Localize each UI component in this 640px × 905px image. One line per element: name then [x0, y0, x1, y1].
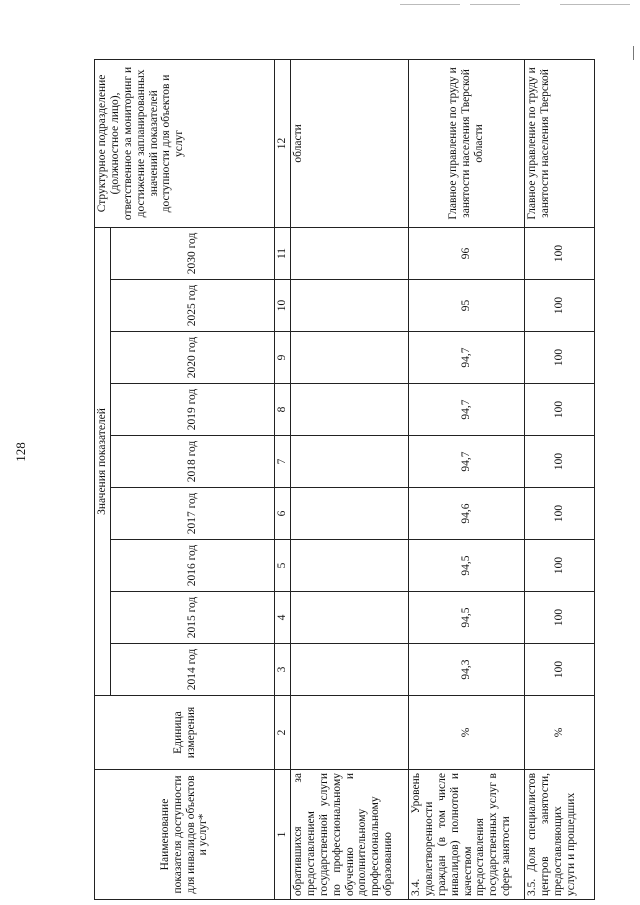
header-year: 2030 год — [111, 227, 275, 279]
column-number: 2 — [275, 696, 291, 770]
table-row — [525, 59, 595, 899]
header-year: 2015 год — [111, 592, 275, 644]
column-number: 6 — [275, 488, 291, 540]
row-value — [291, 332, 409, 384]
row-unit: % — [525, 696, 595, 770]
scan-artifact-mark — [633, 46, 634, 60]
row-responsible: области — [291, 59, 409, 227]
row-value — [291, 488, 409, 540]
column-number: 3 — [275, 644, 291, 696]
row-value — [291, 280, 409, 332]
column-number: 5 — [275, 540, 291, 592]
row-name: 3.4. Уровень удовлетворенности граждан (в том числе инвалидов) полнотой и качеством предоставления государственных услуг в сфере занятости — [409, 770, 525, 900]
row-value: 100 — [525, 488, 595, 540]
header-year: 2020 год — [111, 332, 275, 384]
table-row — [291, 59, 409, 899]
row-value — [291, 592, 409, 644]
row-value: 100 — [525, 332, 595, 384]
row-value: 100 — [525, 384, 595, 436]
row-value — [291, 644, 409, 696]
scan-artifact-line — [400, 4, 460, 5]
row-value: 95 — [409, 280, 525, 332]
header-year: 2017 год — [111, 488, 275, 540]
column-number: 1 — [275, 770, 291, 900]
row-value: 94,6 — [409, 488, 525, 540]
header-unit: Единица измерения — [95, 696, 275, 770]
column-number: 8 — [275, 384, 291, 436]
row-value: 100 — [525, 540, 595, 592]
row-value: 94,7 — [409, 436, 525, 488]
column-number: 12 — [275, 59, 291, 227]
rotated-table-wrapper — [94, 60, 596, 900]
row-name: обратившихся за предоставлением государственной услуги по профессиональному обучению и дополнительному профессиональному образованию — [291, 770, 409, 900]
row-value — [291, 384, 409, 436]
header-year: 2019 год — [111, 384, 275, 436]
row-responsible: Главное управление по труду и занятости населения Тверской — [525, 59, 595, 227]
column-number: 9 — [275, 332, 291, 384]
row-value: 94,5 — [409, 540, 525, 592]
header-responsible: Структурное подразделение (должностное лицо), ответственное за мониторинг и достижение запланированных значений показателей доступности для объектов и услуг — [95, 59, 275, 227]
header-year: 2018 год — [111, 436, 275, 488]
row-value: 100 — [525, 592, 595, 644]
row-value: 94,7 — [409, 384, 525, 436]
column-number: 7 — [275, 436, 291, 488]
row-responsible: Главное управление по труду и занятости населения Тверской области — [409, 59, 525, 227]
page-number: 128 — [13, 442, 28, 462]
row-value: 94,3 — [409, 644, 525, 696]
column-number: 4 — [275, 592, 291, 644]
row-value: 94,7 — [409, 332, 525, 384]
row-name: 3.5. Доля специалистов центров занятости, предоставляющих услуги и прошедших — [525, 770, 595, 900]
header-name: Наименование показателя доступности для инвалидов объектов и услуг* — [95, 770, 275, 900]
scan-artifact-line — [470, 4, 520, 5]
row-value — [291, 436, 409, 488]
row-value — [291, 227, 409, 279]
column-number: 11 — [275, 227, 291, 279]
row-value: 100 — [525, 436, 595, 488]
row-unit — [291, 696, 409, 770]
row-value: 96 — [409, 227, 525, 279]
scan-artifact-line — [560, 4, 630, 5]
row-value: 100 — [525, 280, 595, 332]
row-unit: % — [409, 696, 525, 770]
row-value: 100 — [525, 644, 595, 696]
row-value — [291, 540, 409, 592]
header-year: 2025 год — [111, 280, 275, 332]
column-number: 10 — [275, 280, 291, 332]
table-row — [409, 59, 525, 899]
indicator-table — [94, 59, 595, 900]
header-year: 2014 год — [111, 644, 275, 696]
row-value: 94,5 — [409, 592, 525, 644]
header-values-group: Значения показателей — [95, 227, 111, 695]
row-value: 100 — [525, 227, 595, 279]
header-year: 2016 год — [111, 540, 275, 592]
